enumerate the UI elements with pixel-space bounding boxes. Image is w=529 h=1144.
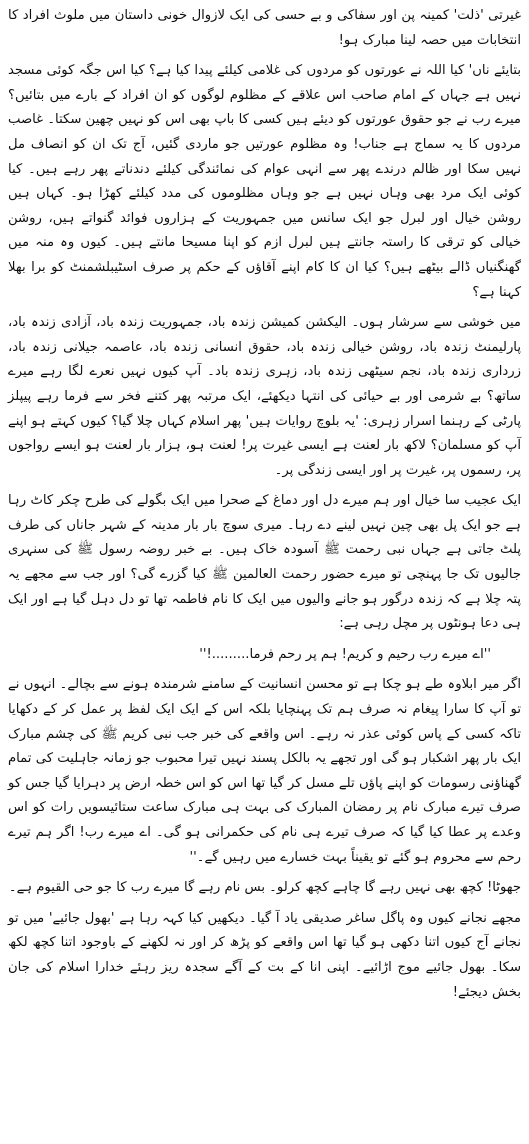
paragraph-questions: بتایئے ناں' کیا اللہ نے عورتوں کو مردوں کی غلامی کیلئے پیدا کیا ہے؟ کیا اس جگہ کوئی مسجد نہیں ہے جہاں کے امام صاحب اس علاقے کے مظلوم لوگوں کو ان افراد کے بارے میں بتائیں؟ میرے رب نے جو حقوق عورتوں کو دیئے ہیں کسی کا باپ بھی اس کو نہیں چھین سکتا۔ غاصب مردوں کا یہ سماج ہے جناب! وہ مظلوم عورتیں جو ماردی گئیں، آج تک ان کو انصاف مل نہیں سکا اور ظالم درندے پھر سے انہی عوام کی نمائندگی کیلئے دندناتے پھر رہے ہیں۔ کیا کوئی ایک مرد بھی وہاں نہیں ہے جو وہاں مظلوموں کی مدد کیلئے کھڑا ہو۔ کہاں ہیں روشن خیال اور لبرل جو ایک سانس میں جمہوریت کے ہزاروں فوائد گنواتے ہیں، روشن خیالی کو ترقی کا راستہ جانتے ہیں لبرل ازم کو اپنا مسیحا مانتے ہیں۔ کیوں وہ منہ میں گھنگنیاں ڈالے بیٹھے ہیں؟ کیا ان کا کام اپنے آقاؤں کے حکم پر صرف اسٹیبلشمنٹ کو برا بھلا کہنا ہے؟ [8,63,521,300]
paragraph-opening: غیرتی 'ذلت' کمینہ پن اور سفاکی و بے حسی کی ایک لازوال خونی داستان میں ملوث افراد کا انتخابات میں حصہ لینا مبارک ہو! [8,8,521,48]
paragraph-closing: مجھے نجانے کیوں وہ پاگل ساغر صدیقی یاد آ گیا۔ دیکھیں کیا کہہ رہا ہے 'بھول جائیے' میں تو نجانے آج کیوں اتنا دکھی ہو گیا تھا اس واقعے کو پڑھ کر اور نہ لکھنے کے باوجود اتنا کچھ لکھ سکا۔ بھول جائیے موج اڑائیے۔ اپنی انا کے بت کے آگے سجدہ ریز رہئے خدارا اسلام کی جان بخش دیجئے! [8,910,521,1000]
paragraph-madina: ایک عجیب سا خیال اور ہم میرے دل اور دماغ کے صحرا میں ایک بگولے کی طرح چکر کاٹ رہا ہے جو ایک پل بھی چین نہیں لینے دے رہا۔ میری سوچ بار بار مدینہ کے شہر جاناں کی طرف پلٹ جاتی ہے جہاں نبی رحمت ﷺ آسودہ خاک ہیں۔ بے خبر روضہ رسول ﷺ کی سنہری جالیوں تک جا پہنچی تو میرے حضور رحمت العالمین ﷺ کیا گزرے گی؟ اور جب سے مجھے یہ پتہ چلا ہے کہ زندہ درگور ہو جانے والیوں میں ایک کا نام فاطمہ تھا تو دل دہل گیا ہے اور ایک ہی دعا ہونٹوں پر مچل رہی ہے: [8,493,521,632]
paragraph-lord-remains: جھوٹا! کچھ بھی نہیں رہے گا چاہے کچھ کرلو۔ بس نام رہے گا میرے رب کا جو حی القیوم ہے۔ [8,880,521,896]
prayer-quote: ''اے میرے رب رحیم و کریم! ہم پر رحم فرما.........!'' [199,646,491,662]
paragraph-slogans: میں خوشی سے سرشار ہوں۔ الیکشن کمیشن زندہ باد، جمہوریت زندہ باد، آزادی زندہ باد، پارلیمنٹ زندہ باد، روشن خیالی زندہ باد، حقوق انسانی زندہ باد، عاصمہ جیلانی زندہ باد، زرداری زندہ باد، نجم سیٹھی زندہ باد، زہری زندہ باد۔ آپ کیوں نہیں نعرے لگا رہے میرے ساتھ؟ بے شرمی اور بے حیائی کی انتہا دیکھئے، ایک مرتبہ پھر کتنے فخر سے فرما رہے پیپلز پارٹی کے رہنما اسرار زہری: 'یہ بلوچ روایات ہیں' پھر اسلام کہاں چلا گیا؟ کیوں کہتے ہو اپنے آپ کو مسلمان؟ لاکھ بار لعنت ہے ایسی غیرت پر! لعنت ہو، ہزار بار لعنت ہو ایسے رواجوں پر، رسموں پر، غیرت پر اور ایسی زندگی پر۔ [8,315,521,478]
paragraph-plea: اگر میر ابلاوہ طے ہو چکا ہے تو محسن انسانیت کے سامنے شرمندہ ہونے سے بچالے۔ انہوں نے تو آپ کا سارا پیغام نہ صرف ہم تک پہنچایا بلکہ اس کے ایک ایک لفظ پر عمل کر کے دکھایا تاکہ کسی کے پاس کوئی عذر نہ رہے۔ اس واقعے کی خبر جب نبی کریم ﷺ کی چشم مبارک ایک بار پھر اشکبار ہو گی اور تجھے یہ بالکل پسند نہیں تیرا محبوب جو زمانہ جاہلیت کی تمام گھناؤنی رسومات کو اپنے پاؤں تلے مسل کر گیا تھا اس کو اس خطہ ارض پر دہرایا گیا جس کو صرف تیرے مبارک نام پر رمضان المبارک کی بہت ہی مبارک ساعت ستائیسویں رات کو اس وعدے پر عطا کیا گیا کہ صرف تیرے ہی نام کی حکمرانی ہو گی۔ اے میرے رب! اگر ہم تیرے رحم سے محروم ہو گئے تو یقیناً بہت خسارے میں رہیں گے۔'' [8,677,521,865]
